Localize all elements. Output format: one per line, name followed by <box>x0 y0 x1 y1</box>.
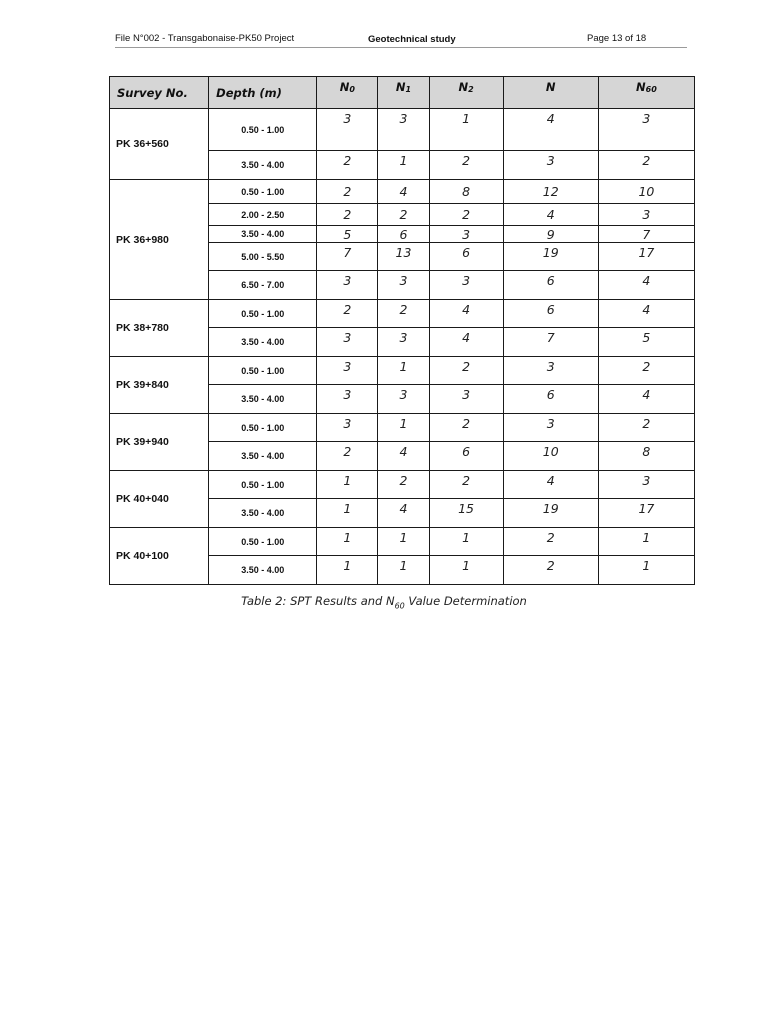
value-cell-n: 2 <box>503 528 598 556</box>
value-cell-n: 4 <box>503 109 598 151</box>
value-cell-n0: 1 <box>317 499 378 528</box>
value-cell-n60: 3 <box>598 204 694 226</box>
value-cell-n60: 1 <box>598 556 694 585</box>
value-cell-n0: 2 <box>317 151 378 180</box>
value-cell-n1: 1 <box>378 151 429 180</box>
survey-name-cell: PK 40+100 <box>110 528 209 585</box>
page-header <box>115 33 687 48</box>
value-cell-n0: 3 <box>317 357 378 385</box>
depth-cell: 0.50 - 1.00 <box>209 357 317 385</box>
depth-cell: 0.50 - 1.00 <box>209 300 317 328</box>
header-file-label: File N°002 - Transgabonaise-PK50 Project <box>115 33 295 44</box>
value-cell-n2: 4 <box>429 300 503 328</box>
value-cell-n: 3 <box>503 151 598 180</box>
value-cell-n0: 1 <box>317 471 378 499</box>
value-cell-n1: 2 <box>378 300 429 328</box>
value-cell-n1: 1 <box>378 414 429 442</box>
depth-cell: 5.00 - 5.50 <box>209 243 317 271</box>
column-header-n2: $N_2$ <box>429 77 503 109</box>
value-cell-n2: 1 <box>429 528 503 556</box>
header-title: Geotechnical study <box>368 34 456 45</box>
value-cell-n1: 1 <box>378 528 429 556</box>
value-cell-n: 3 <box>503 357 598 385</box>
value-cell-n0: 2 <box>317 442 378 471</box>
value-cell-n: 4 <box>503 204 598 226</box>
spt-results-table <box>109 76 695 585</box>
depth-cell: 0.50 - 1.00 <box>209 109 317 151</box>
depth-cell: 3.50 - 4.00 <box>209 151 317 180</box>
depth-cell: 0.50 - 1.00 <box>209 180 317 204</box>
value-cell-n2: 1 <box>429 109 503 151</box>
value-cell-n60: 2 <box>598 357 694 385</box>
value-cell-n60: 17 <box>598 243 694 271</box>
column-header-survey: Survey No. <box>110 77 209 109</box>
value-cell-n60: 3 <box>598 109 694 151</box>
value-cell-n1: 3 <box>378 109 429 151</box>
value-cell-n2: 2 <box>429 204 503 226</box>
value-cell-n0: 2 <box>317 300 378 328</box>
value-cell-n: 6 <box>503 385 598 414</box>
value-cell-n0: 1 <box>317 556 378 585</box>
value-cell-n2: 2 <box>429 414 503 442</box>
table-row <box>110 357 695 385</box>
value-cell-n: 19 <box>503 243 598 271</box>
value-cell-n0: 1 <box>317 528 378 556</box>
value-cell-n1: 2 <box>378 204 429 226</box>
value-cell-n2: 3 <box>429 271 503 300</box>
depth-cell: 3.50 - 4.00 <box>209 328 317 357</box>
value-cell-n: 7 <box>503 328 598 357</box>
depth-cell: 3.50 - 4.00 <box>209 442 317 471</box>
depth-cell: 2.00 - 2.50 <box>209 204 317 226</box>
value-cell-n: 6 <box>503 271 598 300</box>
column-header-n60: $N_{60}$ <box>598 77 694 109</box>
value-cell-n1: 3 <box>378 328 429 357</box>
value-cell-n2: 1 <box>429 556 503 585</box>
value-cell-n1: 1 <box>378 556 429 585</box>
value-cell-n: 19 <box>503 499 598 528</box>
value-cell-n2: 2 <box>429 471 503 499</box>
value-cell-n: 12 <box>503 180 598 204</box>
table-row <box>110 180 695 204</box>
header-page-number: Page 13 of 18 <box>587 33 647 44</box>
value-cell-n0: 3 <box>317 328 378 357</box>
survey-name-cell: PK 36+980 <box>110 180 209 300</box>
column-header-n: N <box>503 77 598 109</box>
value-cell-n1: 13 <box>378 243 429 271</box>
value-cell-n60: 3 <box>598 471 694 499</box>
survey-name-cell: PK 39+840 <box>110 357 209 414</box>
value-cell-n1: 2 <box>378 471 429 499</box>
survey-name-cell: PK 38+780 <box>110 300 209 357</box>
value-cell-n2: 6 <box>429 442 503 471</box>
value-cell-n60: 10 <box>598 180 694 204</box>
value-cell-n2: 3 <box>429 385 503 414</box>
depth-cell: 0.50 - 1.00 <box>209 471 317 499</box>
value-cell-n1: 3 <box>378 385 429 414</box>
survey-name-cell: PK 39+940 <box>110 414 209 471</box>
column-header-depth: Depth (m) <box>209 77 317 109</box>
depth-cell: 3.50 - 4.00 <box>209 226 317 243</box>
value-cell-n1: 4 <box>378 442 429 471</box>
value-cell-n60: 5 <box>598 328 694 357</box>
value-cell-n0: 3 <box>317 414 378 442</box>
table-row <box>110 528 695 556</box>
value-cell-n1: 1 <box>378 357 429 385</box>
value-cell-n60: 2 <box>598 151 694 180</box>
value-cell-n2: 6 <box>429 243 503 271</box>
value-cell-n2: 2 <box>429 357 503 385</box>
table-caption: Table 2: SPT Results and $N_{60}$ Value Determination <box>241 594 527 611</box>
value-cell-n2: 4 <box>429 328 503 357</box>
depth-cell: 3.50 - 4.00 <box>209 385 317 414</box>
survey-name-cell: PK 36+560 <box>110 109 209 180</box>
depth-cell: 6.50 - 7.00 <box>209 271 317 300</box>
value-cell-n60: 7 <box>598 226 694 243</box>
table-row <box>110 109 695 151</box>
value-cell-n2: 15 <box>429 499 503 528</box>
value-cell-n1: 4 <box>378 499 429 528</box>
depth-cell: 3.50 - 4.00 <box>209 499 317 528</box>
depth-cell: 0.50 - 1.00 <box>209 414 317 442</box>
value-cell-n: 6 <box>503 300 598 328</box>
value-cell-n60: 17 <box>598 499 694 528</box>
value-cell-n0: 2 <box>317 204 378 226</box>
value-cell-n2: 8 <box>429 180 503 204</box>
depth-cell: 0.50 - 1.00 <box>209 528 317 556</box>
column-header-n1: $N_1$ <box>378 77 429 109</box>
value-cell-n0: 3 <box>317 109 378 151</box>
value-cell-n1: 6 <box>378 226 429 243</box>
column-header-n0: $N_0$ <box>317 77 378 109</box>
value-cell-n2: 3 <box>429 226 503 243</box>
value-cell-n: 9 <box>503 226 598 243</box>
table-body <box>110 109 695 585</box>
value-cell-n0: 3 <box>317 271 378 300</box>
table-row <box>110 414 695 442</box>
value-cell-n0: 2 <box>317 180 378 204</box>
value-cell-n60: 4 <box>598 385 694 414</box>
value-cell-n: 3 <box>503 414 598 442</box>
value-cell-n0: 5 <box>317 226 378 243</box>
value-cell-n: 10 <box>503 442 598 471</box>
value-cell-n2: 2 <box>429 151 503 180</box>
survey-name-cell: PK 40+040 <box>110 471 209 528</box>
depth-cell: 3.50 - 4.00 <box>209 556 317 585</box>
value-cell-n1: 4 <box>378 180 429 204</box>
table-row <box>110 471 695 499</box>
value-cell-n60: 8 <box>598 442 694 471</box>
value-cell-n60: 1 <box>598 528 694 556</box>
table-row <box>110 300 695 328</box>
value-cell-n: 4 <box>503 471 598 499</box>
table-header-row <box>110 77 695 109</box>
value-cell-n: 2 <box>503 556 598 585</box>
value-cell-n60: 4 <box>598 300 694 328</box>
value-cell-n1: 3 <box>378 271 429 300</box>
value-cell-n0: 7 <box>317 243 378 271</box>
value-cell-n60: 2 <box>598 414 694 442</box>
value-cell-n0: 3 <box>317 385 378 414</box>
value-cell-n60: 4 <box>598 271 694 300</box>
